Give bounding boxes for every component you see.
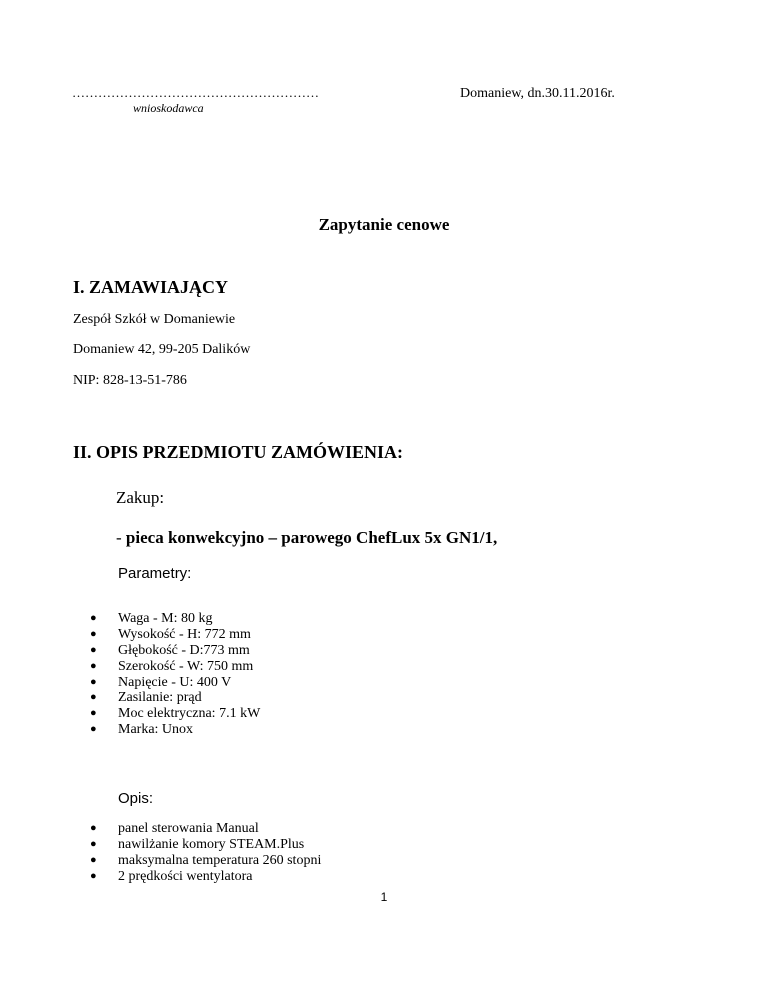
bullet-icon: ● bbox=[90, 707, 97, 720]
page-number: 1 bbox=[380, 890, 388, 904]
list-item: ● nawilżanie komory STEAM.Plus bbox=[90, 836, 305, 852]
bullet-icon: ● bbox=[90, 612, 97, 624]
bullet-icon: ● bbox=[90, 723, 97, 736]
parameters-label: Parametry: bbox=[118, 565, 192, 582]
ordering-party-nip: NIP: 828-13-51-786 bbox=[73, 373, 187, 388]
bullet-icon: ● bbox=[90, 691, 97, 704]
list-item: ● Marka: Unox bbox=[90, 722, 194, 738]
list-item: ● Napięcie - U: 400 V bbox=[90, 674, 232, 690]
bullet-icon: ● bbox=[90, 675, 97, 688]
parameters-list bbox=[90, 611, 260, 738]
section-heading-order-description: II. OPIS PRZEDMIOTU ZAMÓWIENIA: bbox=[73, 442, 404, 462]
list-item: ● Moc elektryczna: 7.1 kW bbox=[90, 706, 261, 722]
list-item: ● Waga - M: 80 kg bbox=[90, 611, 213, 626]
bullet-icon: ● bbox=[90, 643, 97, 656]
list-item: ● Wysokość - H: 772 mm bbox=[90, 626, 251, 642]
list-item: ● Zasilanie: prąd bbox=[90, 690, 202, 706]
list-item: ● panel sterowania Manual bbox=[90, 821, 259, 836]
applicant-label: wnioskodawca bbox=[133, 101, 204, 115]
product-name: pieca konwekcyjno – parowego ChefLux 5x GN1/1, bbox=[125, 528, 498, 547]
description-label: Opis: bbox=[118, 790, 154, 807]
list-item: ● 2 prędkości wentylatora bbox=[90, 868, 253, 884]
list-item: ● maksymalna temperatura 260 stopni bbox=[90, 852, 322, 868]
bullet-icon: ● bbox=[90, 837, 97, 850]
place-date: Domaniew, dn.30.11.2016r. bbox=[460, 86, 615, 101]
bullet-icon: ● bbox=[90, 853, 97, 866]
list-item: ● Szerokość - W: 750 mm bbox=[90, 658, 254, 674]
product-prefix: - bbox=[116, 528, 126, 547]
list-item: ● Głębokość - D:773 mm bbox=[90, 642, 250, 658]
product-line bbox=[116, 528, 497, 548]
section-heading-ordering-party: I. ZAMAWIAJĄCY bbox=[73, 277, 229, 297]
ordering-party-address: Domaniew 42, 99-205 Dalików bbox=[73, 342, 251, 357]
bullet-icon: ● bbox=[90, 822, 97, 834]
description-list bbox=[90, 821, 321, 885]
purchase-label: Zakup: bbox=[116, 488, 165, 507]
bullet-icon: ● bbox=[90, 627, 97, 640]
document-title: Zapytanie cenowe bbox=[318, 215, 450, 234]
bullet-icon: ● bbox=[90, 869, 97, 882]
ordering-party-name: Zespół Szkół w Domaniewie bbox=[73, 312, 236, 327]
bullet-icon: ● bbox=[90, 659, 97, 672]
signature-dotted-line: ………………………………………………… bbox=[72, 85, 319, 100]
